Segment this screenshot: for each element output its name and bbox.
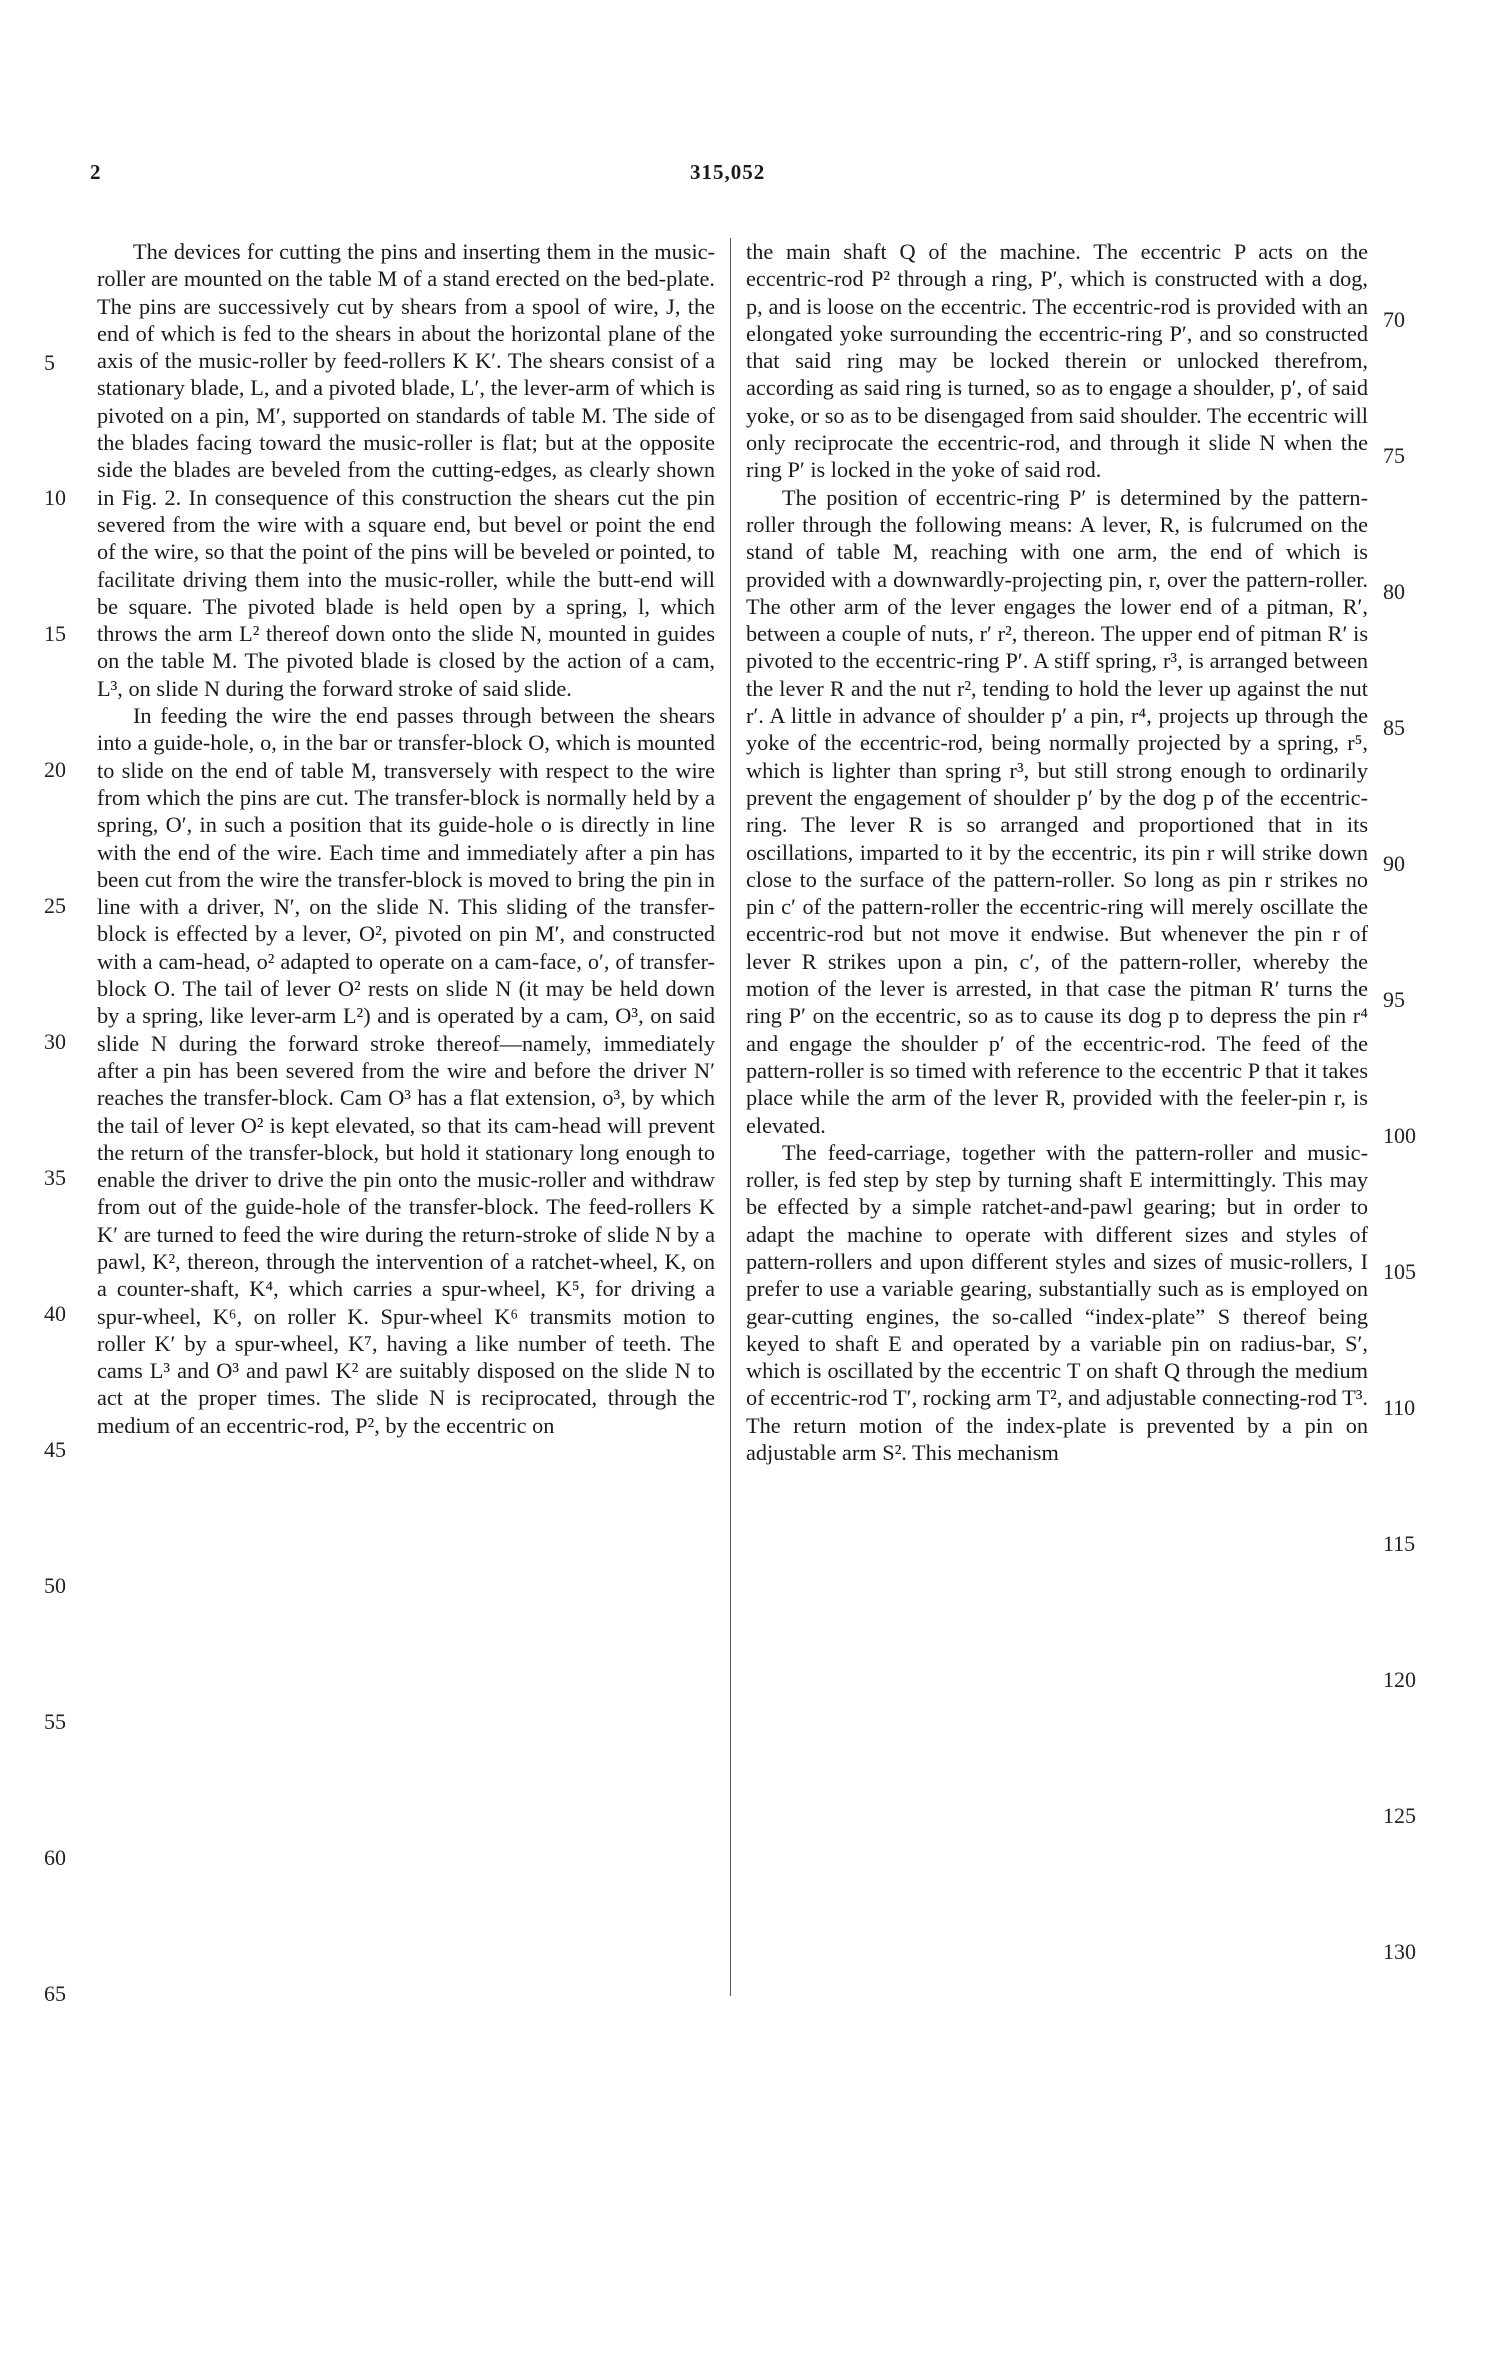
- line-number: 120: [1383, 1667, 1416, 1692]
- line-number: 60: [44, 1845, 66, 1870]
- line-number: 130: [1383, 1939, 1416, 1964]
- line-number: 55: [44, 1709, 66, 1734]
- paragraph: The feed-carriage, together with the pattern-roller and music-roller, is fed step by step by turning shaft E intermittingly. This may be effected by a simple ratchet-and-pawl gearing; but in order to adapt the machine to operate with different sizes and styles of pattern-rollers and upon different styles and sizes of music-rollers, I prefer to use a variable gearing, substantially such as is employed on gear-cutting engines, the so-called “index-plate” S thereof being keyed to shaft E and operated by a variable pin on radius-bar, S′, which is oscillated by the eccentric T on shaft Q through the medium of eccentric-rod T′, rocking arm T², and adjustable connecting-rod T³. The return motion of the index-plate is prevented by a pin on adjustable arm S². This mechanism: [746, 1139, 1368, 1466]
- paragraph: The position of eccentric-ring P′ is determined by the pattern-roller through the following means: A lever, R, is fulcrumed on the stand of table M, reaching with one arm, the end of which is provided with a downwardly-projecting pin, r, over the pattern-roller. The other arm of the lever engages the lower end of a pitman, R′, between a couple of nuts, r′ r², thereon. The upper end of pitman R′ is pivoted to the eccentric-ring P′. A stiff spring, r³, is arranged between the lever R and the nut r², tending to hold the lever up against the nut r′. A little in advance of shoulder p′ a pin, r⁴, projects up through the yoke of the eccentric-rod, being normally projected by a spring, r⁵, which is lighter than spring r³, but still strong enough to ordinarily prevent the engagement of shoulder p′ by the dog p of the eccentric-ring. The lever R is so arranged and proportioned that in its oscillations, imparted to it by the eccentric, its pin r will strike down close to the surface of the pattern-roller. So long as pin r strikes no pin c′ of the pattern-roller the eccentric-ring will merely oscillate the eccentric-rod but not move it endwise. But whenever the pin r of lever R strikes upon a pin, c′, of the pattern-roller, whereby the motion of the lever is arrested, in that case the pitman R′ turns the ring P′ on the eccentric, so as to cause its dog p to depress the pin r⁴ and engage the shoulder p′ of the eccentric-rod. The feed of the pattern-roller is so timed with reference to the eccentric P that it takes place while the arm of the lever R, provided with the feeler-pin r, is elevated.: [746, 484, 1368, 1138]
- line-number: 80: [1383, 579, 1405, 604]
- left-column: [97, 238, 715, 2098]
- line-number: 40: [44, 1301, 66, 1326]
- paragraph: In feeding the wire the end passes through between the shears into a guide-hole, o, in the bar or transfer-block O, which is mounted to slide on the end of table M, transversely with respect to the wire from which the pins are cut. The transfer-block is normally held by a spring, O′, in such a position that its guide-hole o is directly in line with the end of the wire. Each time and immediately after a pin has been cut from the wire the transfer-block is moved to bring the pin in line with a driver, N′, on the slide N. This sliding of the transfer-block is effected by a lever, O², pivoted on pin M′, and constructed with a cam-head, o² adapted to operate on a cam-face, o′, of transfer-block O. The tail of lever O² rests on slide N (it may be held down by a spring, like lever-arm L²) and is operated by a cam, O³, on said slide N during the forward stroke thereof—namely, immediately after a pin has been severed from the wire and before the driver N′ reaches the transfer-block. Cam O³ has a flat extension, o³, by which the tail of lever O² is kept elevated, so that its cam-head will prevent the return of the transfer-block, but hold it stationary long enough to enable the driver to drive the pin onto the music-roller and withdraw from out of the guide-hole of the transfer-block. The feed-rollers K K′ are turned to feed the wire during the return-stroke of slide N by a pawl, K², thereon, through the intervention of a ratchet-wheel, K, on a counter-shaft, K⁴, which carries a spur-wheel, K⁵, for driving a spur-wheel, K⁶, on roller K. Spur-wheel K⁶ transmits motion to roller K′ by a spur-wheel, K⁷, having a like number of teeth. The cams L³ and O³ and pawl K² are suitably disposed on the slide N to act at the proper times. The slide N is reciprocated, through the medium of an eccentric-rod, P², by the eccentric on: [97, 703, 715, 1438]
- paragraph: the main shaft Q of the machine. The eccentric P acts on the eccentric-rod P² through a ring, P′, which is constructed with a dog, p, and is loose on the eccentric. The eccentric-rod is provided with an elongated yoke surrounding the eccentric-ring P′, and so constructed that said ring may be locked therein or unlocked therefrom, according as said ring is turned, so as to engage a shoulder, p′, of said yoke, or so as to be disengaged from said shoulder. The eccentric will only reciprocate the eccentric-rod, and through it slide N when the ring P′ is locked in the yoke of said rod.: [746, 239, 1368, 483]
- line-number: 85: [1383, 715, 1405, 740]
- line-number: 35: [44, 1165, 66, 1190]
- line-number: 15: [44, 621, 66, 646]
- line-number: 30: [44, 1029, 66, 1054]
- paragraph: The devices for cutting the pins and inserting them in the music-roller are mounted on the table M of a stand erected on the bed-plate. The pins are successively cut by shears from a spool of wire, J, the end of which is fed to the shears in about the horizontal plane of the axis of the music-roller by feed-rollers K K′. The shears consist of a stationary blade, L, and a pivoted blade, L′, the lever-arm of which is pivoted on a pin, M′, supported on standards of table M. The side of the blades facing toward the music-roller is flat; but at the opposite side the blades are beveled from the cutting-edges, as clearly shown in Fig. 2. In consequence of this construction the shears cut the pin severed from the wire with a square end, but bevel or point the end of the wire, so that the point of the pins will be beveled or pointed, to facilitate driving them into the music-roller, while the butt-end will be square. The pivoted blade is held open by a spring, l, which throws the arm L² thereof down onto the slide N, mounted in guides on the table M. The pivoted blade is closed by the action of a cam, L³, on slide N during the forward stroke of said slide.: [97, 239, 715, 701]
- page-number: 2: [90, 160, 101, 184]
- line-number: 110: [1383, 1395, 1416, 1420]
- line-number: 100: [1383, 1123, 1416, 1148]
- column-divider: [730, 238, 731, 1996]
- line-number: 105: [1383, 1259, 1416, 1284]
- line-number: 65: [44, 1981, 66, 2006]
- line-number: 45: [44, 1437, 66, 1462]
- line-number: 5: [44, 350, 55, 375]
- line-number: 95: [1383, 987, 1405, 1012]
- line-number: 50: [44, 1573, 66, 1598]
- line-number: 10: [44, 485, 66, 510]
- line-number: 75: [1383, 443, 1405, 468]
- line-number: 115: [1383, 1531, 1416, 1556]
- line-number: 25: [44, 893, 66, 918]
- line-number: 70: [1383, 307, 1405, 332]
- line-number: 125: [1383, 1803, 1416, 1828]
- line-number: 90: [1383, 851, 1405, 876]
- patent-number: 315,052: [690, 160, 766, 184]
- line-number: 20: [44, 757, 66, 782]
- right-column: [746, 238, 1368, 2098]
